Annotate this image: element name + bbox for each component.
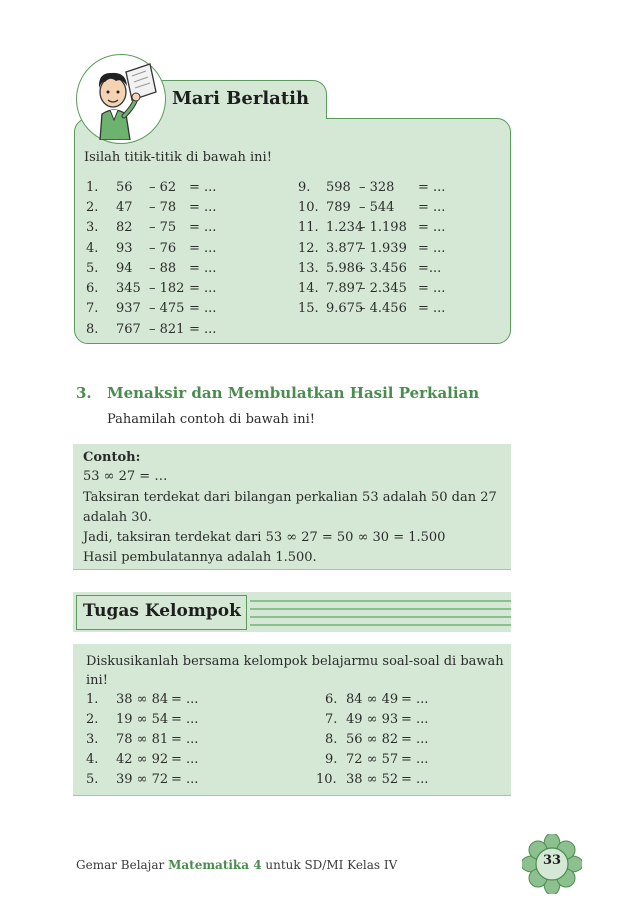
item-operand: 82 xyxy=(116,220,133,235)
item-answer: = ... xyxy=(418,301,446,316)
item-number: 13. xyxy=(298,261,319,276)
item-number: 2. xyxy=(86,712,99,727)
footer-suffix: untuk SD/MI Kelas IV xyxy=(261,858,398,872)
item-operator: – 1.939 xyxy=(359,241,407,256)
item-number: 7. xyxy=(325,712,338,727)
item-number: 9. xyxy=(298,180,311,195)
example-line: Jadi, taksiran terdekat dari 53 ∞ 27 = 50 ∞ 30 = 1.500 xyxy=(83,530,446,545)
item-operand: 937 xyxy=(116,301,141,316)
header-stripe xyxy=(250,616,511,618)
item-answer: = ... xyxy=(189,241,217,256)
example-line: Taksiran terdekat dari bilangan perkalian 53 adalah 50 dan 27 xyxy=(83,490,497,505)
item-operator: – 1.198 xyxy=(359,220,407,235)
item-answer: = ... xyxy=(401,732,429,747)
item-answer: = ... xyxy=(189,261,217,276)
item-answer: = ... xyxy=(171,732,199,747)
item-number: 1. xyxy=(86,692,99,707)
item-operand: 56 xyxy=(116,180,133,195)
footer-prefix: Gemar Belajar xyxy=(76,858,169,872)
item-number: 12. xyxy=(298,241,319,256)
item-answer: = ... xyxy=(418,281,446,296)
item-operator: – 75 xyxy=(149,220,177,235)
student-mascot-icon xyxy=(80,58,162,140)
item-answer: = ... xyxy=(418,180,446,195)
item-number: 4. xyxy=(86,241,99,256)
item-operator: – 62 xyxy=(149,180,177,195)
header-stripe xyxy=(250,624,511,626)
item-number: 11. xyxy=(298,220,319,235)
page-footer xyxy=(76,858,397,872)
item-operator: – 328 xyxy=(359,180,395,195)
group-title: Tugas Kelompok xyxy=(83,601,241,621)
header-stripe xyxy=(250,600,511,602)
page-number: 33 xyxy=(542,853,562,868)
item-operator: – 182 xyxy=(149,281,185,296)
item-answer: = ... xyxy=(171,692,199,707)
item-number: 4. xyxy=(86,752,99,767)
item-number: 3. xyxy=(86,732,99,747)
item-operator: – 475 xyxy=(149,301,185,316)
item-answer: = ... xyxy=(189,220,217,235)
item-expression: 42 ∞ 92 xyxy=(116,752,169,767)
item-answer: = ... xyxy=(418,220,446,235)
item-operator: – 2.345 xyxy=(359,281,407,296)
item-expression: 78 ∞ 81 xyxy=(116,732,169,747)
item-answer: = ... xyxy=(171,712,199,727)
section-instruction: Pahamilah contoh di bawah ini! xyxy=(107,412,315,427)
group-instruction: Diskusikanlah bersama kelompok belajarmu soal-soal di bawah xyxy=(86,654,504,669)
item-answer: = ... xyxy=(418,241,446,256)
section-title: Menaksir dan Membulatkan Hasil Perkalian xyxy=(107,384,480,402)
group-instruction: ini! xyxy=(86,673,108,688)
item-expression: 38 ∞ 84 xyxy=(116,692,169,707)
item-number: 8. xyxy=(86,322,99,337)
item-operand: 7.897 xyxy=(326,281,364,296)
item-operand: 1.234 xyxy=(326,220,364,235)
item-number: 5. xyxy=(86,261,99,276)
item-number: 10. xyxy=(316,772,337,787)
item-answer: =... xyxy=(418,261,442,276)
footer-book-title: Matematika 4 xyxy=(168,858,262,872)
item-expression: 39 ∞ 72 xyxy=(116,772,169,787)
item-answer: = ... xyxy=(189,322,217,337)
example-line: 53 ∞ 27 = … xyxy=(83,469,168,484)
item-answer: = ... xyxy=(401,752,429,767)
item-operator: – 4.456 xyxy=(359,301,407,316)
item-operator: – 544 xyxy=(359,200,395,215)
item-expression: 56 ∞ 82 xyxy=(346,732,399,747)
item-expression: 72 ∞ 57 xyxy=(346,752,399,767)
header-stripe xyxy=(250,608,511,610)
item-operator: – 78 xyxy=(149,200,177,215)
item-number: 6. xyxy=(86,281,99,296)
item-operand: 94 xyxy=(116,261,133,276)
item-operator: – 3.456 xyxy=(359,261,407,276)
item-answer: = ... xyxy=(189,301,217,316)
item-expression: 49 ∞ 93 xyxy=(346,712,399,727)
item-operand: 93 xyxy=(116,241,133,256)
item-answer: = ... xyxy=(401,772,429,787)
item-number: 3. xyxy=(86,220,99,235)
item-operand: 47 xyxy=(116,200,133,215)
exercise-title: Mari Berlatih xyxy=(172,88,310,109)
example-line: adalah 30. xyxy=(83,510,152,525)
item-operator: – 88 xyxy=(149,261,177,276)
example-line: Hasil pembulatannya adalah 1.500. xyxy=(83,550,317,565)
item-operand: 3.877 xyxy=(326,241,364,256)
item-expression: 84 ∞ 49 xyxy=(346,692,399,707)
item-operator: – 76 xyxy=(149,241,177,256)
item-operand: 598 xyxy=(326,180,351,195)
item-number: 15. xyxy=(298,301,319,316)
item-answer: = ... xyxy=(418,200,446,215)
example-title: Contoh: xyxy=(83,450,141,465)
item-operand: 345 xyxy=(116,281,141,296)
item-answer: = ... xyxy=(401,692,429,707)
item-number: 14. xyxy=(298,281,319,296)
item-number: 9. xyxy=(325,752,338,767)
item-expression: 38 ∞ 52 xyxy=(346,772,399,787)
item-operand: 767 xyxy=(116,322,141,337)
item-answer: = ... xyxy=(171,752,199,767)
item-answer: = ... xyxy=(171,772,199,787)
item-number: 7. xyxy=(86,301,99,316)
item-answer: = ... xyxy=(189,281,217,296)
exercise-instruction: Isilah titik-titik di bawah ini! xyxy=(84,150,272,165)
item-number: 10. xyxy=(298,200,319,215)
item-answer: = ... xyxy=(401,712,429,727)
item-expression: 19 ∞ 54 xyxy=(116,712,169,727)
section-number: 3. xyxy=(76,384,92,402)
item-number: 1. xyxy=(86,180,99,195)
item-operand: 5.986 xyxy=(326,261,364,276)
item-number: 8. xyxy=(325,732,338,747)
item-number: 5. xyxy=(86,772,99,787)
item-number: 2. xyxy=(86,200,99,215)
item-answer: = ... xyxy=(189,200,217,215)
item-operand: 9.675 xyxy=(326,301,364,316)
item-operand: 789 xyxy=(326,200,351,215)
item-answer: = ... xyxy=(189,180,217,195)
item-number: 6. xyxy=(325,692,338,707)
item-operator: – 821 xyxy=(149,322,185,337)
